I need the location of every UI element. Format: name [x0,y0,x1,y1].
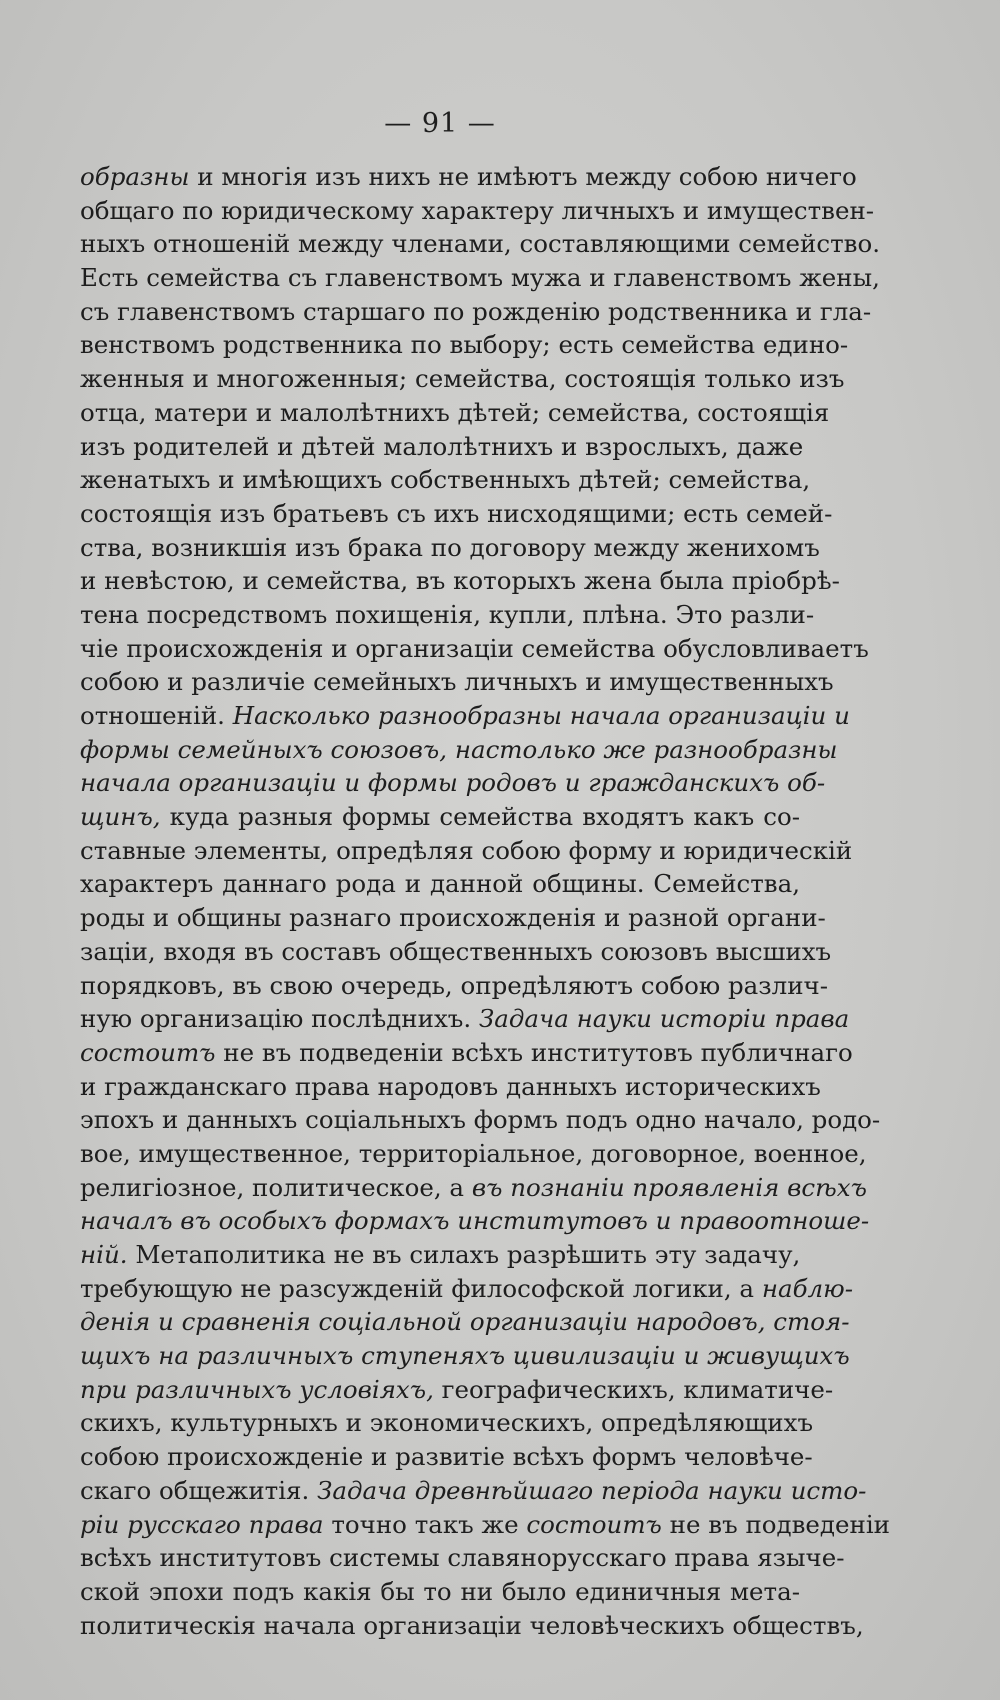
text-segment: ставные элементы, опредѣляя собою форму и юридическій [80,835,853,865]
text-segment: и невѣстою, и семейства, въ которыхъ жена была пріобрѣ- [80,566,840,596]
text-segment: Метаполитика не въ силахъ разрѣшить эту задачу, [127,1240,801,1269]
text-segment: политическія начала организаціи человѣческихъ обществъ, [80,1610,864,1640]
text-segment: ства, возникшія изъ брака по договору между женихомъ [80,532,820,562]
text-segment: чіе происхожденія и организаціи семейства обусловливаетъ [80,633,869,663]
italic-text: въ познаніи проявленія всѣхъ [471,1172,867,1202]
text-line [80,1103,881,1137]
italic-text: при различныхъ условіяхъ, [80,1374,434,1404]
text-line [80,463,811,497]
text-line [80,935,832,969]
text-segment: венствомъ родственника по выбору; есть семейства едино- [80,330,849,360]
italic-text: щихъ на различныхъ ступеняхъ цивилизаціи и живущихъ [80,1341,850,1371]
text-segment: отца, матери и малолѣтнихъ дѣтей; семейства, состоящія [80,397,830,427]
italic-text: Задача древнѣйшаго періода науки исто- [317,1475,867,1505]
text-segment: состоящія изъ братьевъ съ ихъ нисходящими; есть семей- [80,498,833,528]
text-segment: всѣхъ институтовъ системы славянорусскаго права языче- [80,1543,845,1573]
text-line [80,1002,850,1036]
text-line [80,497,833,531]
text-line [80,733,838,767]
italic-text: начала организаціи и формы родовъ и гражданскихъ об- [80,768,826,798]
text-line [80,699,850,733]
text-line [80,1575,800,1609]
text-line [80,1508,890,1542]
italic-text: ріи русскаго права [80,1509,324,1539]
text-segment: тена посредствомъ похищенія, купли, плѣна. Это разли- [80,599,815,629]
text-line [80,665,834,699]
text-segment: заціи, входя въ составъ общественныхъ союзовъ высшихъ [80,936,832,966]
text-line [80,1305,850,1339]
text-line [80,328,849,362]
text-segment: изъ родителей и дѣтей малолѣтнихъ и взрослыхъ, даже [80,431,804,461]
text-line [80,362,845,396]
text-segment: куда разныя формы семейства входятъ какъ со- [160,802,800,832]
text-segment: географическихъ, климатиче- [433,1374,834,1404]
body-text [80,160,890,1642]
text-segment: собою происхожденіе и развитіе всѣхъ формъ человѣче- [80,1442,813,1472]
text-segment: скаго общежитія. [80,1475,318,1505]
text-segment: и гражданскаго права народовъ данныхъ историческихъ [80,1071,821,1101]
text-line [80,295,872,329]
text-line [80,396,830,430]
text-line [80,261,880,295]
italic-text: состоитъ [526,1509,662,1539]
text-segment: женныя и многоженныя; семейства, состоящія только изъ [80,364,845,394]
text-segment: вое, имущественное, территоріальное, договорное, военное, [80,1138,867,1168]
text-segment: порядковъ, въ свою очередь, опредѣляютъ собою различ- [80,970,829,1000]
text-segment: и многія изъ нихъ не имѣютъ между собою ничего [189,162,857,191]
text-segment: не въ подведеніи [661,1509,890,1539]
text-line [80,969,829,1003]
italic-text: образны [80,162,190,191]
page-number: — 91 — [384,108,496,139]
text-line [80,632,869,666]
text-line [80,1036,853,1070]
text-segment: ской эпохи подъ какія бы то ни было единичныя мета- [80,1576,800,1606]
text-segment: отношеній. [80,701,233,730]
text-segment: эпохъ и данныхъ соціальныхъ формъ подъ одно начало, родо- [80,1105,881,1135]
text-segment: ную организацію послѣднихъ. [80,1004,479,1034]
text-line [80,800,800,834]
text-segment: характеръ даннаго рода и данной общины. Семейства, [80,869,800,899]
text-segment: точно такъ же [323,1509,527,1539]
italic-text: Задача науки исторіи права [478,1004,850,1034]
text-line [80,1137,867,1171]
text-segment: собою и различіе семейныхъ личныхъ и имущественныхъ [80,667,834,697]
italic-text: денія и сравненія соціальной организаціи народовъ, стоя- [80,1307,850,1337]
text-line [80,1541,845,1575]
text-segment: требующую не разсужденій философской логики, а [80,1273,762,1303]
text-segment: роды и общины разнаго происхожденія и разной органи- [80,903,826,933]
text-line [80,867,800,901]
text-segment: общаго по юридическому характеру личныхъ и имуществен- [80,195,875,225]
text-line [80,564,840,598]
text-line [80,1406,814,1440]
italic-text: формы семейныхъ союзовъ, настолько же разнообразны [80,734,838,764]
text-line [80,531,820,565]
text-line [80,194,875,228]
text-segment: Есть семейства съ главенствомъ мужа и главенствомъ жены, [80,263,880,293]
text-line [80,1204,870,1238]
text-line [80,227,880,261]
text-line [80,834,853,868]
text-segment: съ главенствомъ старшаго по рожденію родственника и гла- [80,296,872,326]
text-line [80,598,815,632]
text-line [80,430,804,464]
text-segment: не въ подведеніи всѣхъ институтовъ публичнаго [215,1037,853,1067]
text-line [80,1440,813,1474]
text-segment: ныхъ отношеній между членами, составляющими семейство. [80,229,880,259]
italic-text: Насколько разнообразны начала организаціи и [232,701,850,730]
text-line [80,901,826,935]
text-line [80,1171,867,1205]
text-line [80,1609,864,1643]
italic-text: ній. [80,1240,128,1269]
text-line [80,1339,850,1373]
text-line [80,766,826,800]
text-line [80,160,857,194]
text-line [80,1272,853,1306]
text-line [80,1070,821,1104]
italic-text: началъ въ особыхъ формахъ институтовъ и правоотноше- [80,1206,870,1236]
text-line [80,1238,800,1272]
text-line [80,1373,834,1407]
text-line [80,1474,867,1508]
italic-text: наблю- [761,1273,853,1303]
text-segment: скихъ, культурныхъ и экономическихъ, опредѣляющихъ [80,1408,814,1438]
italic-text: состоитъ [80,1037,216,1067]
text-segment: женатыхъ и имѣющихъ собственныхъ дѣтей; семейства, [80,465,811,495]
text-segment: религіозное, политическое, а [80,1172,472,1202]
italic-text: щинъ, [80,802,161,832]
